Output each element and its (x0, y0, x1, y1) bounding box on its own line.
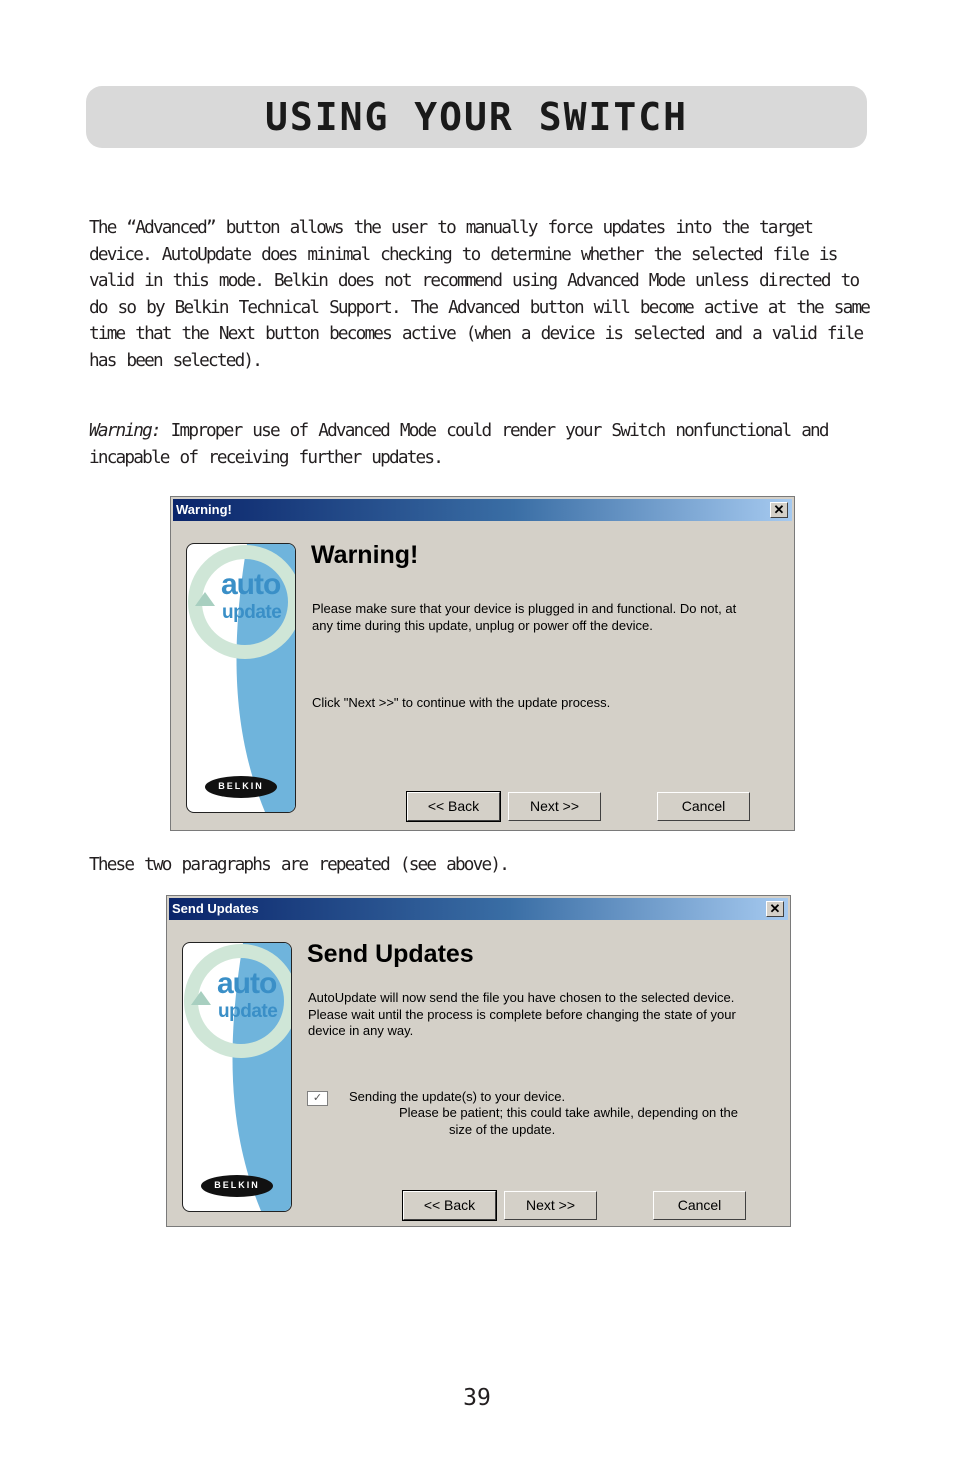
checkmark-icon: ✓ (307, 1091, 328, 1106)
next-button[interactable]: Next >> (504, 1191, 597, 1220)
advanced-paragraph: The “Advanced” button allows the user to manually force updates into the target device. AutoUpdate does minimal checking to determine whether the selected file is valid in this mode. Belkin does not recommend using Advanced Mode unless directed to do so by Belkin Technical Support. The Advanced button will become active at the same time that the Next button becomes active (when a device is selected and a valid file has been selected). (89, 218, 870, 371)
send-updates-dialog (166, 895, 791, 1227)
dialog-heading: Send Updates (307, 940, 474, 968)
dialog-heading: Warning! (311, 541, 419, 569)
dialog-message: Please make sure that your device is plugged in and functional. Do not, at any time during this update, unplug or power off the device. (312, 601, 737, 633)
warning-dialog (170, 496, 795, 831)
auto-logo-text: auto (217, 967, 277, 1000)
page-title: USING YOUR SWITCH (265, 95, 688, 139)
back-button[interactable]: << Back (407, 792, 500, 821)
update-logo-text: update (222, 602, 282, 623)
status-note-2: size of the update. (449, 1122, 556, 1137)
belkin-logo-text: BELKIN (218, 781, 264, 791)
dialog-message: AutoUpdate will now send the file you have chosen to the selected device. Please wait until the process is complete before changing the state of your device in any way. (308, 990, 736, 1038)
belkin-logo (205, 776, 277, 798)
autoupdate-logo-panel (186, 543, 296, 813)
status-note-1: Please be patient; this could take awhile, depending on the (399, 1105, 738, 1120)
dialog-title: Send Updates (172, 901, 259, 916)
back-button[interactable]: << Back (403, 1191, 496, 1220)
next-button[interactable]: Next >> (508, 792, 601, 821)
cancel-button[interactable]: Cancel (653, 1191, 746, 1220)
section-header (86, 86, 867, 148)
dialog-titlebar (173, 499, 792, 521)
autoupdate-logo-panel (182, 942, 292, 1212)
dialog-titlebar (169, 898, 788, 920)
auto-logo-text: auto (221, 568, 281, 601)
status-text: Sending the update(s) to your device. (349, 1089, 566, 1104)
warning-label: Warning: (89, 421, 160, 441)
close-icon[interactable]: ✕ (770, 502, 788, 518)
repeated-note: These two paragraphs are repeated (see above). (89, 855, 509, 875)
cancel-button[interactable]: Cancel (657, 792, 750, 821)
belkin-logo (201, 1175, 273, 1197)
warning-paragraph (89, 418, 874, 471)
dialog-instruction: Click "Next >>" to continue with the update process. (312, 695, 611, 710)
belkin-logo-text: BELKIN (214, 1180, 260, 1190)
page-number: 39 (463, 1385, 491, 1411)
dialog-title: Warning! (176, 502, 232, 517)
close-icon[interactable]: ✕ (766, 901, 784, 917)
warning-text: Improper use of Advanced Mode could render your Switch nonfunctional and incapable of receiving further updates. (89, 421, 828, 468)
update-logo-text: update (218, 1001, 278, 1022)
